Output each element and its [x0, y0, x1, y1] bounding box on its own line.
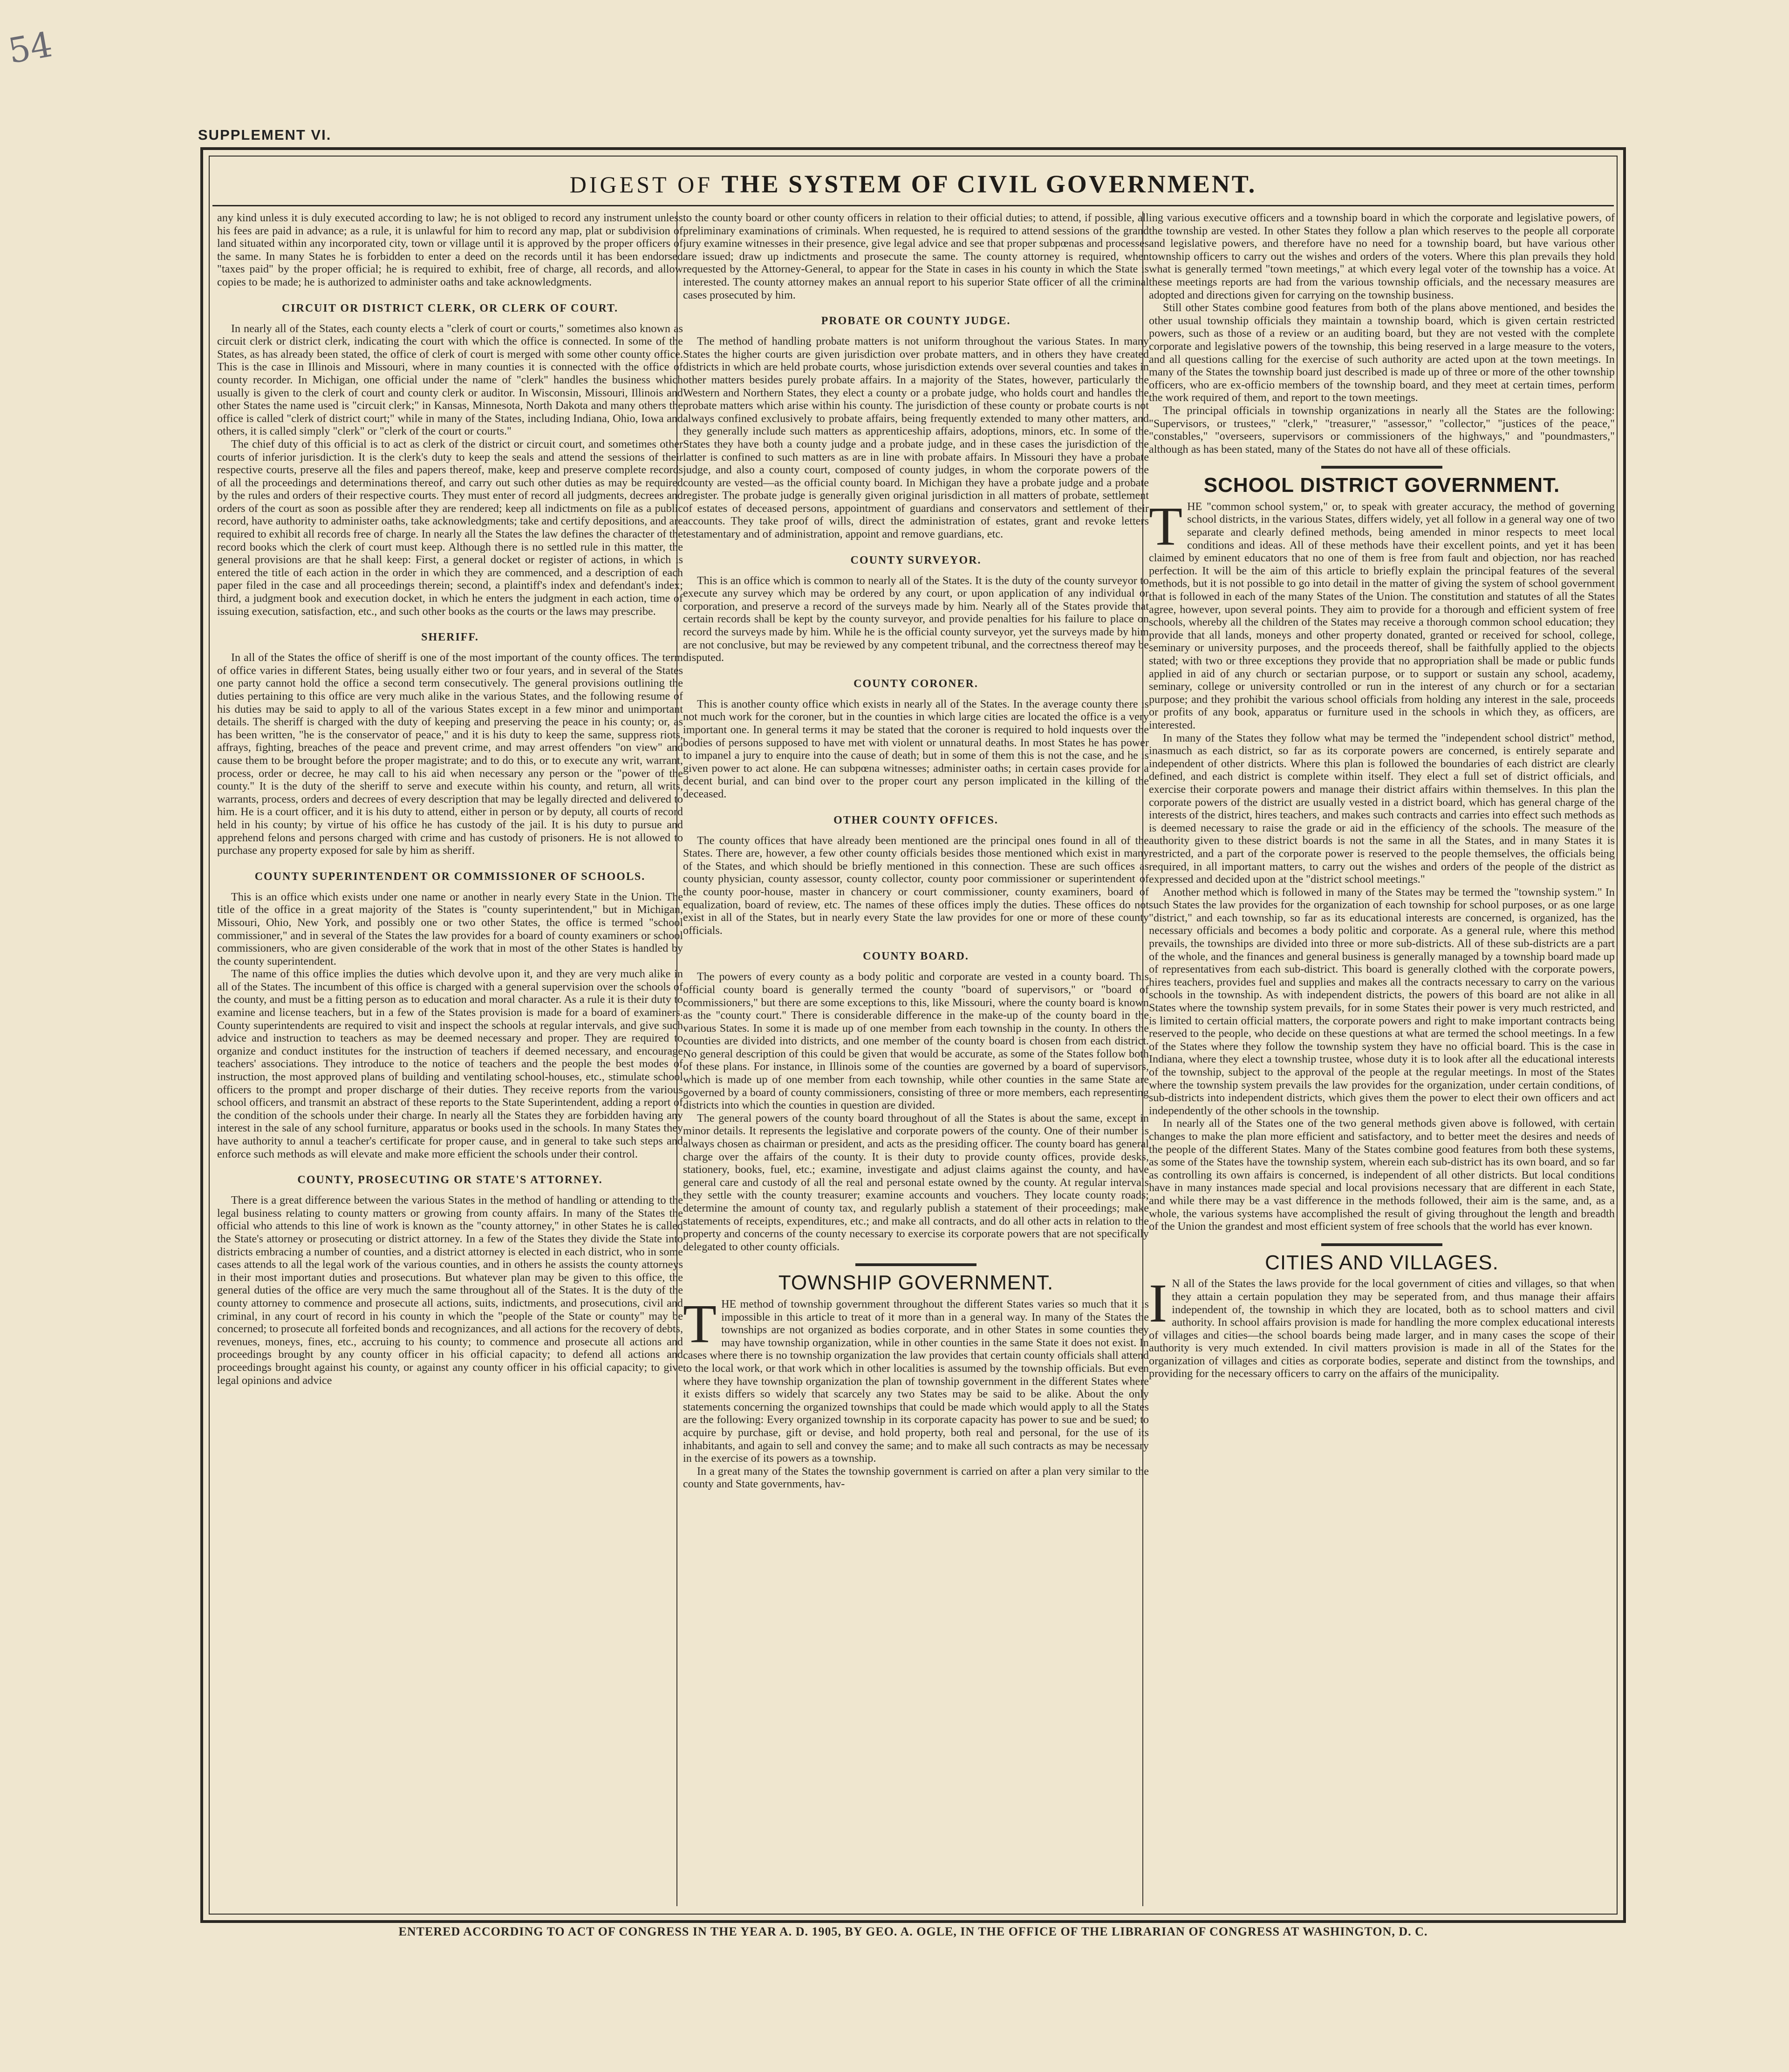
page-title-prefix: DIGEST OF: [569, 171, 713, 198]
section-separator: [1321, 466, 1442, 469]
circuit-clerk-paragraph-1: In nearly all of the States, each county elects a "clerk of court or courts," sometimes also known as circuit clerk or district clerk, indicating the court with which the office is connected. In some of the States, as has already been stated, the office of clerk of court is merged with some other county office. This is the case in Illinois and Missouri, where in many counties it is connected with the office of county recorder. In Michigan, one official under the name of "clerk" handles the business which usually is given to the clerk of court and county clerk or auditor. In Wisconsin, Missouri, Illinois and other States the name used is "circuit clerk;" in Kansas, Minnesota, North Dakota and many others the office is called "clerk of district court;" while in many of the States, including Indiana, Ohio, Iowa and others, it is called simply "clerk" or "clerk of the court or courts.": [217, 322, 683, 438]
attorney-paragraph-1: There is a great difference between the various States in the method of handling or attending to the legal business relating to county matters or growing from county affairs. In many of the States the official who attends to this line of work is known as the "county attorney," in other States he is called the State's attorney or prosecuting or district attorney. In a few of the States they divide the State into districts embracing a number of counties, and a district attorney is elected in each district, who in some cases attends to all the legal work of the various counties, and in others he assists the county attorneys in their most important duties and prosecutions. But whatever plan may be given to this office, the general duties of the office are very much the same throughout all of the States. It is the duty of the county attorney to commence and prosecute all actions, suits, indictments, and prosecutions, civil and criminal, in any court of record in his county in which the "people of the State or county" may be concerned; to prosecute all forfeited bonds and recognizances, and all actions for the recovery of debts, revenues, moneys, fines, etc., accruing to his county; to commence and prosecute all actions and proceedings brought by any county officer in his official capacity; to defend all actions and proceedings brought against his county, or against any county officer in his official capacity; to give legal opinions and advice: [217, 1194, 683, 1387]
school-paragraph-2: In many of the States they follow what may be termed the "independent school district" method, inasmuch as each district, so far as its corporate powers are concerned, is entirely separate and independent of other districts. Where this plan is followed the boundaries of each district are clearly defined, and each district is complete within itself. They elect a full set of district officials, and exercise their corporate powers and manage their district affairs within themselves. In this plan the corporate powers of the district are usually vested in a district board, which has general charge of the interests of the district, hires teachers, and makes such contracts and carries into effect such methods as is deemed necessary to raise the grade or aid in the efficiency of the schools. The measure of the authority given to these district boards is not the same in all the States, and in many States it is restricted, and a part of the corporate power is reserved to the people themselves, the officials being required, in all important matters, to carry out the wishes and orders of the people of the district as expressed and decided upon at the "district school meetings.": [1149, 731, 1615, 886]
surveyor-paragraph-1: This is an office which is common to nearly all of the States. It is the duty of the county surveyor to execute any survey which may be ordered by any court, or upon application of any individual or corporation, and preserve a record of the surveys made by him. Nearly all of the States provide that certain records shall be kept by the county surveyor, and provide penalties for his failure to place on record the surveys made by him. While he is the official county surveyor, yet the surveys made by him are not conclusive, but may be reviewed by any competent tribunal, and the correctness thereof may be disputed.: [683, 574, 1149, 664]
superintendent-paragraph-1: This is an office which exists under one name or another in nearly every State in the Union. The title of the office in a great majority of the States is "county superintendent," but in Michigan, Missouri, Ohio, New York, and possibly one or two other States, the office is termed "school commissioner," and in several of the States the law provides for a board of county examiners or school commissioners, who are given considerable of the work that in most of the other States is handled by the county superintendent.: [217, 890, 683, 968]
copyright-footer: ENTERED ACCORDING TO ACT OF CONGRESS IN THE YEAR A. D. 1905, BY GEO. A. OGLE, IN THE OFFICE OF THE LIBRARIAN OF CONGRESS AT WASHINGTON, D. C.: [398, 1925, 1428, 1938]
township-paragraph-4: The principal officials in township organizations in nearly all the States are the following: "Supervisors, or trustees," "clerk," "treasurer," "assessor," "collector," "justices of the peace," "constables," "overseers, supervisors or commissioners of the highways," and "poundmasters," although as has been stated, many of the States do not have all of these officials.: [1149, 404, 1615, 456]
township-drop-cap: T: [683, 1293, 717, 1354]
probate-paragraph-1: The method of handling probate matters is not uniform throughout the various States. In many States the higher courts are given jurisdiction over probate matters, and in others they have created districts in which are held probate courts, whose jurisdiction extends over several counties and takes in other matters besides purely probate affairs. In a majority of the States, however, particularly the Western and Northern States, they elect a county or a probate judge, who holds court and handles the probate matters which arise within his county. The jurisdiction of these county or probate courts is not always confined exclusively to probate affairs, being frequently extended to many other matters, and they generally include such matters as apprenticeship affairs, adoptions, minors, etc. In some of the States they have both a county judge and a probate judge, and in these cases the jurisdiction of the latter is confined to such matters as are in line with probate affairs. In Missouri they have a probate judge, and also a county court, composed of county judges, in whom the corporate powers of the county are vested—as the official county board. In Michigan they have a probate judge and a probate register. The probate judge is generally given original jurisdiction in all matters of probate, settlement of estates of deceased persons, appointment of guardians and conservators and settlement of their accounts. They take proof of wills, direct the administration of estates, grant and revoke letters testamentary and of administration, appoint and remove guardians, etc.: [683, 335, 1149, 541]
school-drop-cap: T: [1149, 495, 1183, 557]
page-title: [203, 170, 1623, 198]
surveyor-heading: COUNTY SURVEYOR.: [850, 554, 982, 566]
school-paragraph-4: In nearly all of the States one of the two general methods given above is followed, with certain changes to make the plan more efficient and satisfactory, and to better meet the desires and needs of the people of the different States. Many of the States combine good features from both these systems, as some of the States have the township system, wherein each sub-district has its own board, and so far as controlling its own affairs is concerned, is independent of all other districts. But local conditions have in many instances made special and local provisions necessary that are different in each State, and while there may be a vast difference in the methods followed, their aim is the same, and, as a whole, the various systems have accomplished the result of giving throughout the length and breadth of the Union the grandest and most efficient system of free schools that the world has ever known.: [1149, 1117, 1615, 1233]
county-board-heading: COUNTY BOARD.: [863, 950, 969, 963]
cities-villages-heading: CITIES AND VILLAGES.: [1265, 1251, 1499, 1274]
supplement-label: SUPPLEMENT VI.: [198, 127, 332, 143]
county-board-paragraph-2: The general powers of the county board throughout of all the States is about the same, except in minor details. It represents the legislative and corporate powers of the county. One of their number is always chosen as chairman or president, and acts as the presiding officer. The county board has general charge over the affairs of the county. It is their duty to provide county offices, provide desks, stationery, books, fuel, etc.; examine, investigate and adjust claims against the county, and have general care and custody of all the real and personal estate owned by the county. At regular intervals they settle with the county treasurer; examine accounts and vouchers. They locate county roads; determine the amount of county tax, and regularly publish a statement of their proceedings; make statements of receipts, expenditures, etc.; and make all contracts, and do all other acts in relation to the property and concerns of the county necessary to exercise its corporate powers that are not specifically delegated to other county officials.: [683, 1111, 1149, 1253]
other-offices-paragraph-1: The county offices that have already been mentioned are the principal ones found in all of the States. There are, however, a few other county officials besides those mentioned which exist in many of the States, and which should be briefly mentioned in this connection. These are such offices as county physician, county assessor, county collector, county poor commissioner or superintendent of the county poor-house, master in chancery or court commissioner, county examiners, board of equalization, board of review, etc. The names of these offices imply the duties. These offices do not exist in all of the States, but in nearly every State the law provides for one or more of these county officials.: [683, 834, 1149, 937]
probate-heading: PROBATE OR COUNTY JUDGE.: [821, 315, 1011, 327]
sheriff-paragraph-1: In all of the States the office of sheriff is one of the most important of the county offices. The term of office varies in different States, being usually either two or four years, and in several of the States one party cannot hold the office a second term consecutively. The general provisions outlining the duties pertaining to this office are very much alike in the various States, and the following resume of his duties may be said to apply to all of the various States except in a few minor and unimportant details. The sheriff is charged with the duty of keeping and preserving the peace in his county; or, as has been written, "he is the conservator of peace," and it is his duty to keep the same, suppress riots, affrays, fighting, breaches of the peace and prevent crime, and may arrest offenders "on view" and cause them to be brought before the proper magistrate; and to do this, or to execute any writ, warrant, process, order or decree, he may call to his aid when necessary any person or the "power of the county." It is the duty of the sheriff to serve and execute within his county, and return, all writs, warrants, process, orders and decrees of every description that may be legally directed and delivered to him. He is a court officer, and it is his duty to attend, either in person or by deputy, all courts of record held in his county; by virtue of his office he has custody of the jail. It is his duty to pursue and apprehend felons and persons charged with crime and has custody of prisoners. He is not allowed to purchase any property exposed for sale by him as sheriff.: [217, 651, 683, 857]
coroner-paragraph-1: This is another county office which exists in nearly all of the States. In the average county there is not much work for the coroner, but in the counties in which large cities are located the office is a very important one. In general terms it may be stated that the coroner is required to hold inquests over the bodies of persons supposed to have met with violent or unnatural deaths. In most States he has power to impanel a jury to enquire into the cause of death; but in some of them this is not the case, and he is given power to act alone. He can subpœna witnesses; administer oaths; in certain cases provide for a decent burial, and can bind over to the proper court any person implicated in the killing of the deceased.: [683, 697, 1149, 800]
school-district-heading: SCHOOL DISTRICT GOVERNMENT.: [1203, 474, 1560, 497]
column-3: [1149, 211, 1615, 1906]
cities-paragraph-1-text: N all of the States the laws provide for the local government of cities and villages, so that when they attain a certain population they may be seperated from, and thus manage their affairs independent of, the township in which they are located, both as to school matters and civil authority. In school affairs provision is made for handling the more complex educational interests of villages and cities—the school boards being made larger, and in many cases the scope of their authority is very much extended. In civil matters provision is made in all of the States for the organization of villages and cities as corporate bodies, seperate and distinct from the townships, and providing for the necessary officers to carry on the affairs of the municipality.: [1149, 1277, 1615, 1380]
township-paragraph-3: Still other States combine good features from both of the plans above mentioned, and besides the other usual township officials they maintain a township board, which is given certain restricted powers, such as those of a review or an auditing board, but they are not vested with the complete corporate and legislative powers of the township, this being reserved in a large measure to the voters, and all questions calling for the exercise of such authority are acted upon at the town meetings. In many of the States the township board just described is made up of three or more of the other township officers, who are ex-officio members of the township board, and they meet at certain times, perform the work required of them, and report to the town meetings.: [1149, 301, 1615, 404]
school-paragraph-1: [1149, 495, 1615, 732]
page-title-main: THE SYSTEM OF CIVIL GOVERNMENT.: [721, 170, 1257, 198]
superintendent-heading: COUNTY SUPERINTENDENT OR COMMISSIONER OF SCHOOLS.: [254, 870, 646, 883]
other-offices-heading: OTHER COUNTY OFFICES.: [833, 814, 998, 826]
title-rule: [212, 205, 1614, 206]
col1-intro: any kind unless it is duly executed according to law; he is not obliged to record any instrument unless his fees are paid in advance; as a rule, it is unlawful for him to record any map, plat or subdivision of land situated within any incorporated city, town or village until it is approved by the proper officers of the same. In many States he is forbidden to enter a deed on the records until it has been endorsed "taxes paid" by the proper official; he is required to exhibit, free of charge, all records, and allow copies to be made; he is authorized to administer oaths and take acknowledgments.: [217, 211, 683, 288]
coroner-heading: COUNTY CORONER.: [854, 677, 978, 690]
col3-intro: ing various executive officers and a township board in which the corporate and legislative powers, of the township are vested. In other States they follow a plan which reserves to the people all corporate and legislative powers, and therefore have no need for a township board, but have various other township officers to carry out the wishes and orders of the voters. Where this plan prevails they hold what is generally termed "town meetings," at which every legal voter of the township has a voice. At these meetings reports are had from the various township officials, and the necessary measures are adopted and directions given for carrying on the township business.: [1149, 211, 1615, 301]
township-paragraph-2: In a great many of the States the township government is carried on after a plan very similar to the county and State governments, hav-: [683, 1465, 1149, 1491]
sheriff-heading: SHERIFF.: [421, 631, 479, 644]
county-board-paragraph-1: The powers of every county as a body politic and corporate are vested in a county board. This official county board is generally termed the county "board of supervisors," or "board of commissioners," but there are some exceptions to this, like Missouri, where the county board is known as the "county court." There is considerable difference in the make-up of the county board in the various States. In some it is made up of one member from each township in the county. In others the counties are divided into districts, and one member of the county board is chosen from each district. No general description of this could be given that would be accurate, as some of the States follow both of these plans. For instance, in Illinois some of the counties are governed by a board of supervisors, which is made up of one member from each township, while other counties in the same State are governed by a board of county commissioners, consisting of three or more members, each representing districts into which the counties in question are divided.: [683, 970, 1149, 1112]
cities-drop-cap: I: [1149, 1273, 1168, 1334]
school-paragraph-1-text: HE "common school system," or, to speak with greater accuracy, the method of governing school districts, in the various States, differs widely, yet all follow in a general way one of two separate and clearly defined methods, being amended in minor respects to meet local conditions and ideas. All of these methods have their excellent points, and yet it has been claimed by eminent educators that no one of them is free from fault and objection, nor has reached perfection. It will be the aim of this article to briefly explain the principal features of the several methods, but it is not possible to go into detail in the matter of giving the system of school government that is followed in each of the many States of the Union. The constitution and statutes of all the States agree, however, upon several points. They aim to provide for a thorough and efficient system of free schools, whereby all the children of the States may receive a thorough common school education; they provide that all lands, moneys and other property donated, granted or received for school, college, seminary or university purposes, and the proceeds thereof, shall be faithfully applied to the objects stated; with two or three exceptions they provide that no appropriation shall be made or public funds applied in aid of any church or sectarian purpose, or to support or sustain any school, academy, seminary, college or university controlled or run in the interest of any church or for a sectarian purpose; and they prohibit the various school officials from holding any interest in the sale, proceeds or profits of any book, apparatus or furniture used in the schools in which they, as officers, are interested.: [1149, 500, 1615, 731]
township-government-heading: TOWNSHIP GOVERNMENT.: [778, 1271, 1054, 1295]
circuit-clerk-heading: CIRCUIT OR DISTRICT CLERK, OR CLERK OF COURT.: [281, 302, 619, 314]
section-separator: [1321, 1243, 1442, 1246]
cities-paragraph-1: [1149, 1273, 1615, 1380]
school-paragraph-3: Another method which is followed in many of the States may be termed the "township system." In such States the law provides for the organization of each township for school purposes, or as one large "district," and each township, so far as its educational interests are concerned, is organized, has the necessary officials and becomes a body politic and corporate. As a general rule, where this method prevails, the townships are divided into three or more sub-districts. All of these sub-districts are a part of the whole, and the finances and general business is generally managed by a township board made up of representatives from each sub-district. This board is generally clothed with the corporate powers, hires teachers, provides fuel and supplies and makes all the contracts necessary to carry on the various schools in the township. As with independent districts, the powers of this board are not alike in all States where the township system prevails, for in some States their power is very much restricted, and is limited to certain official matters, the corporate powers and right to make important contracts being reserved to the people, who decide on these questions at what are termed the school meetings. In a few of the States where they follow the township system they have no official board. This is the case in Indiana, where they elect a township trustee, whose duty it is to look after all the educational interests of the township, subject to the approval of the people at the regular meetings. In most of the States where the township system prevails the law provides for the organization, under certain conditions, of sub-districts into independent districts, which gives them the power to elect their own officers and act independently of the other schools in the township.: [1149, 886, 1615, 1117]
circuit-clerk-paragraph-2: The chief duty of this official is to act as clerk of the district or circuit court, and sometimes other courts of inferior jurisdiction. It is the clerk's duty to keep the seals and attend the sessions of their respective courts, preserve all the files and papers thereof, make, keep and preserve complete records of all the proceedings and determinations thereof, and carry out such other duties as may be required by the rules and orders of their respective courts. They must enter of record all judgments, decrees and orders of the court as soon as possible after they are rendered; keep all indictments on file as a public record, have authority to administer oaths, take acknowledgments; take and certify depositions, and are required to exhibit all records free of charge. In nearly all the States the law defines the character of the record books which the clerk of court must keep. Although there is no settled rule in this matter, the general provisions are that he shall keep: First, a general docket or register of actions, in which is entered the title of each action in the order in which they are commenced, and a description of each paper filed in the case and all proceedings therein; second, a plaintiff's index and defendant's index; third, a judgment book and execution docket, in which he enters the judgment in each action, time of issuing execution, satisfaction, etc., and such other books as the courts or the laws may prescribe.: [217, 437, 683, 618]
township-paragraph-1: [683, 1293, 1149, 1465]
handwritten-page-number: 54: [5, 24, 55, 72]
section-separator: [855, 1263, 976, 1266]
col2-intro: to the county board or other county officers in relation to their official duties; to attend, if possible, all preliminary examinations of criminals. When requested, he is required to attend sessions of the grand jury examine witnesses in their presence, give legal advice and see that proper subpœnas and processes are issued; draw up indictments and prosecute the same. The county attorney is required, when requested by the Attorney-General, to appear for the State in cases in his county in which the State is interested. The county attorney makes an annual report to his superior State officer of all the criminal cases prosecuted by him.: [683, 211, 1149, 301]
column-2: [683, 211, 1149, 1906]
township-paragraph-1-text: HE method of township government throughout the different States varies so much that it is impossible in this article to treat of it more than in a general way. In many of the States the townships are not organized as bodies corporate, and in other States in some counties they may have township organization, while in other counties in the same State it does not exist. In cases where there is no township organization the law provides that certain county officials shall attend to the local work, or that work which in other localities is assumed by the township officials. But even where they have township organization the plan of township government in the different States where it exists differs so widely that scarcely any two States may be said to be alike. About the only statements concerning the organized townships that could be made which would apply to all the States are the following: Every organized township in its corporate capacity has power to sue and be sued; to acquire by purchase, gift or devise, and hold property, both real and personal, for the use of its inhabitants, and again to sell and convey the same; and to make all such contracts as may be necessary in the exercise of its powers as a township.: [683, 1297, 1149, 1465]
attorney-heading: COUNTY, PROSECUTING OR STATE'S ATTORNEY.: [297, 1174, 603, 1186]
superintendent-paragraph-2: The name of this office implies the duties which devolve upon it, and they are very much alike in all of the States. The incumbent of this office is charged with a general supervision over the schools of the county, and must be a fitting person as to education and moral character. As a rule it is their duty to examine and license teachers, but in a few of the States provision is made for a board of examiners. County superintendents are required to visit and inspect the schools at regular intervals, and give such advice and instruction to teachers as may be deemed necessary and proper. They are required to organize and conduct institutes for the instruction of teachers if deemed necessary, and encourage teachers' associations. They introduce to the notice of teachers and the people the best modes of instruction, the most approved plans of building and ventilating school-houses, etc., stimulate school officers to the prompt and proper discharge of their duties. They receive reports from the various school officers, and transmit an abstract of these reports to the State Superintendent, adding a report of the condition of the schools under their charge. In nearly all the States they are forbidden having any interest in the sale of any school furniture, apparatus or books used in the schools. In many States they have authority to annul a teacher's certificate for proper cause, and in general to take such steps and enforce such methods as will elevate and make more efficient the schools under their control.: [217, 968, 683, 1160]
page-frame: [200, 147, 1626, 1923]
column-1: [217, 211, 683, 1906]
